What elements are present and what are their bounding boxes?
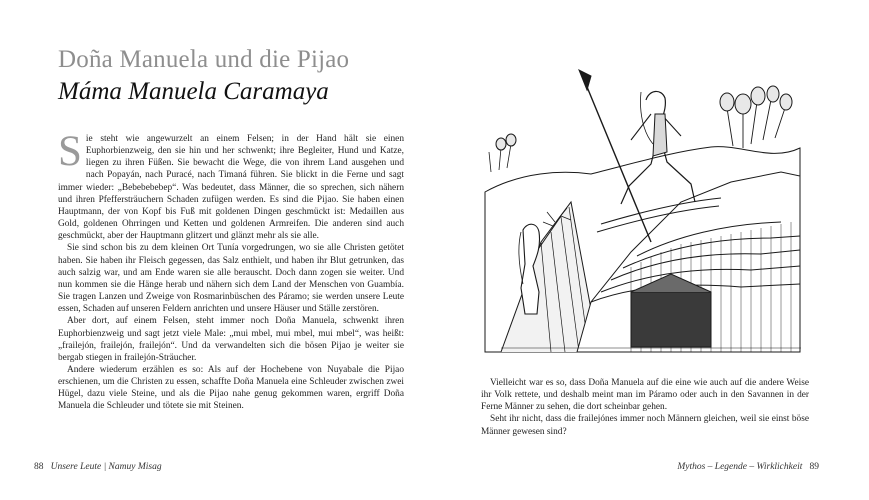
left-page (0, 0, 434, 500)
left-page-number: 88 (34, 462, 44, 472)
left-running-head: Unsere Leute | Namuy Misag (50, 462, 162, 472)
paragraph-2: Sie sind schon bis zu dem kleinen Ort Tunía vorgedrungen, wo sie alle Christen getötet haben. Sie haben ihr Fleisch gegessen, das Salz enthielt, und haben ihr Blut getrunken, das auch salzig war, und am Ende waren sie alle berauscht. Doch dann zogen sie weiter. Und nun kommen sie die Hänge herab und nähern sich dem Land der Menschen von Guambía. Sie tragen Lanzen und Zweige von Rosmarinbüschen des Páramo; sie werden unsere Leute essen, Schaden auf unseren Feldern anrichten und unsere Häuser und Ställe zerstören. (58, 243, 404, 315)
paragraph-1 (58, 128, 404, 242)
drop-cap: S (58, 128, 82, 175)
right-footer (677, 462, 819, 472)
chapter-subtitle: Máma Manuela Caramaya (58, 78, 329, 105)
woodcut-illustration (481, 52, 804, 362)
right-paragraph-1: Vielleicht war es so, dass Doña Manuela auf die eine wie auch auf die andere Weise ihr Volk rettete, und deshalb meint man im Páramo oder auch in den Savannen in der Ferne Männer zu sehen, die dort scheinbar gehen. (481, 378, 809, 413)
left-body-text (58, 128, 404, 413)
right-running-head: Mythos – Legende – Wirklichkeit (677, 462, 803, 472)
paragraph-1-text: ie steht wie angewurzelt an einem Felsen; in der Hand hält sie einen Euphorbienzweig, den sie hin und her schwenkt; ihre Begleiter, Hund und Katze, liegen zu ihren Füßen. Sie bewacht die Wege, die von ihrem Land ausgehen und nach Popayán, nach Puracé, nach Timaná führen. Sie blickt in die Ferne und sagt immer wieder: „Bebebebebep“. Was bedeutet, dass Männer, die so sprechen, sich nähern und ihren Pfeffersträuchern Schaden zufügen werden. Es sind die Pijao. Sie haben einen Hauptmann, der von Kopf bis Fuß mit goldenen Dingen geschmückt ist: Medaillen aus Gold, goldenen Ohrringen und Ketten und goldenen Armreifen. Die anderen sind auch geschmückt, aber der Hauptmann glitzert und glänzt mehr als sie alle. (58, 134, 404, 242)
left-footer (34, 462, 162, 472)
right-body-text (481, 377, 809, 438)
chapter-title: Doña Manuela und die Pijao (58, 46, 350, 73)
right-page (434, 0, 869, 500)
right-paragraph-2: Seht ihr nicht, dass die frailejónes immer noch Männern gleichen, weil sie einst böse Männer gewesen sind? (481, 414, 809, 437)
right-page-number: 89 (809, 462, 819, 472)
paragraph-4: Andere wiederum erzählen es so: Als auf der Hochebene von Nuyabale die Pijao erschienen, um die Christen zu essen, schaffte Doña Manuela eine Schleuder zwischen zwei Hügel, dazu viele Steine, und als die Pijao nahe genug gekommen waren, ergriff Doña Manuela die Schleuder und tötete sie mit Steinen. (58, 364, 404, 412)
paragraph-3: Aber dort, auf einem Felsen, steht immer noch Doña Manuela, schwenkt ihren Euphorbienzweig und sagt jetzt viele Male: „mui mbel, mui mbel, mui mbel“, was heißt: „frailejón, frailejón, frailejón“. Und da verwandelten sich die bösen Pijao je weiter sie bergab stiegen in frailejón-Sträucher. (58, 316, 404, 363)
